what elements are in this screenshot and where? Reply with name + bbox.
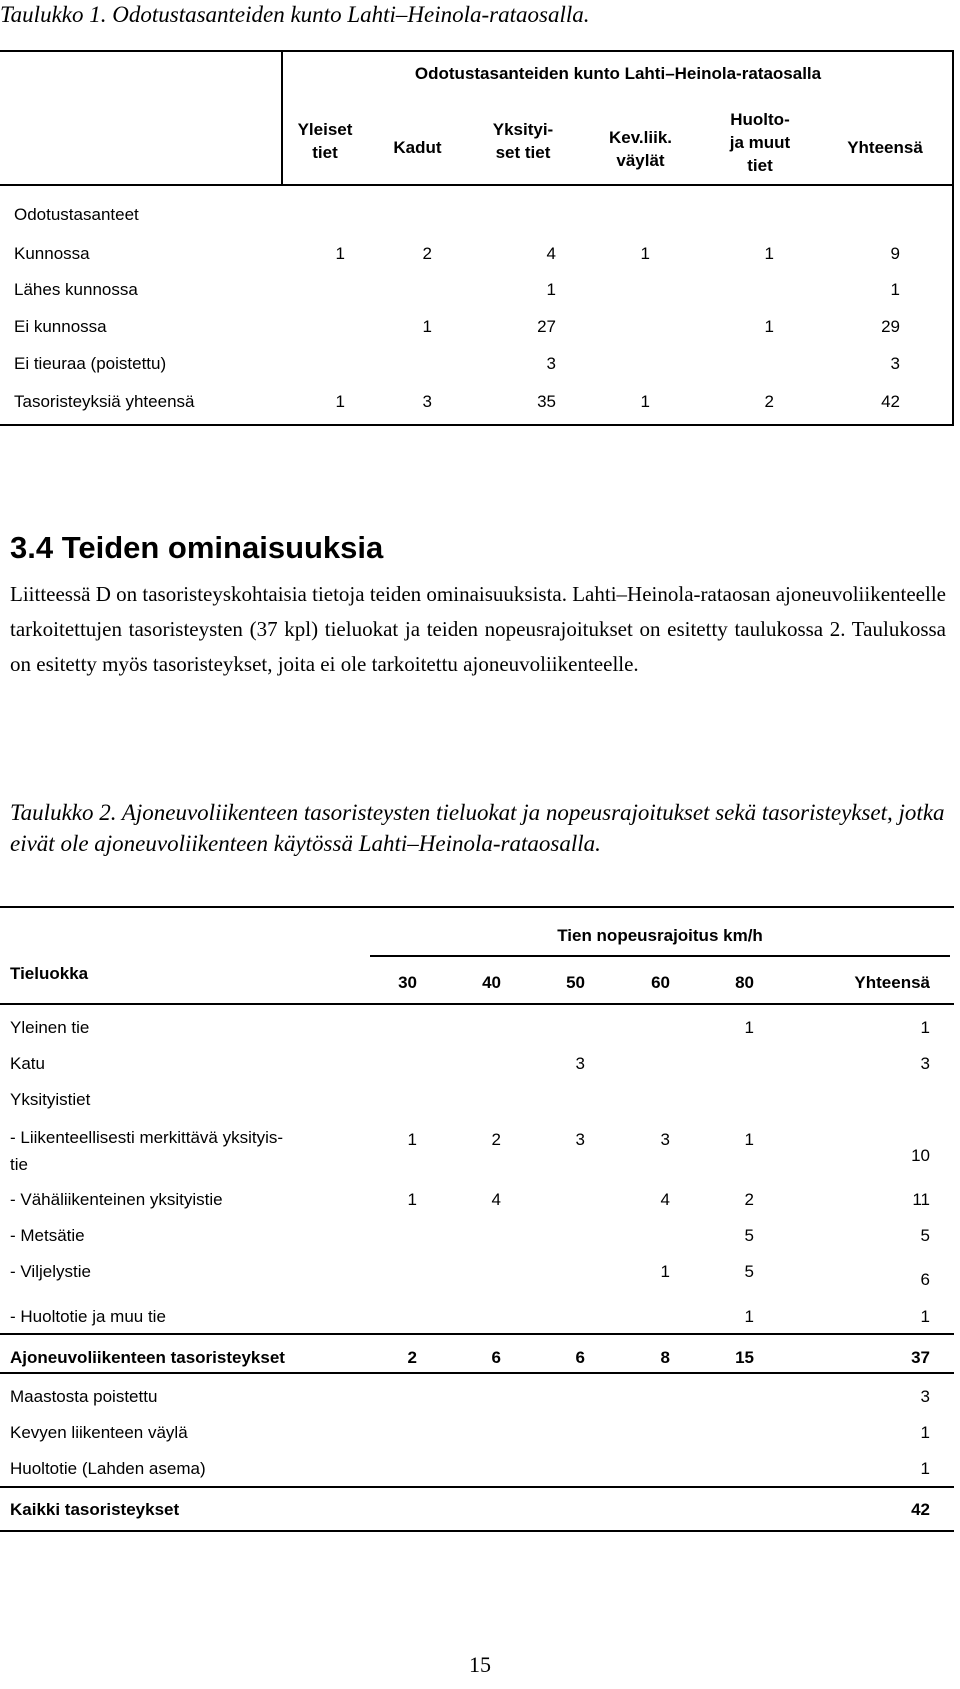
table2-row-label: - Metsätie	[10, 1226, 85, 1245]
table1-cell: 1	[764, 244, 774, 263]
table2-cell: 42	[911, 1500, 930, 1519]
table2-cell: 5	[920, 1226, 930, 1245]
table2-row-label: - Liikenteellisesti merkittävä yksityis- tie	[10, 1128, 284, 1174]
table1-col-kevliik: Kev.liik. väylät	[609, 128, 672, 170]
table2-row-label: Ajoneuvoliikenteen tasoristeykset	[10, 1348, 285, 1367]
table2-cell: 1	[407, 1130, 417, 1149]
table2-rule	[0, 1486, 954, 1488]
table2-row-label: Maastosta poistettu	[10, 1387, 158, 1406]
table2-cell: 11	[912, 1190, 930, 1209]
table2-cell: 1	[920, 1307, 930, 1326]
table2-cell: 6	[491, 1348, 501, 1367]
table1-row-label: Ei kunnossa	[14, 317, 107, 336]
table2-cell: 3	[920, 1054, 930, 1073]
table2-bottom-rule	[0, 1530, 954, 1532]
table1-cell: 1	[640, 244, 650, 263]
table2-row-label: - Viljelystie	[10, 1262, 91, 1281]
table1-cell: 2	[764, 392, 774, 411]
table1-col-yksityiset: Yksityi- set tiet	[492, 120, 554, 162]
table2-cell: 2	[407, 1348, 417, 1367]
table2-row-label: Kaikki tasoristeykset	[10, 1500, 180, 1519]
table1-cell: 29	[881, 317, 900, 336]
table1-cell: 1	[335, 392, 345, 411]
table1-row-label: Ei tieuraa (poistettu)	[14, 354, 167, 373]
table1-row-label: Kunnossa	[14, 244, 90, 263]
table2-cell: 1	[744, 1307, 754, 1326]
table2-row-header: Tieluokka	[10, 964, 89, 983]
table2-cell: 5	[744, 1226, 754, 1245]
page-number: 15	[469, 1652, 491, 1677]
table2-cell: 1	[744, 1130, 754, 1149]
table2-cell: 37	[911, 1348, 930, 1367]
section-heading: 3.4 Teiden ominaisuuksia	[10, 530, 384, 565]
table1-bottom-rule	[0, 424, 954, 426]
table1-cell: 1	[640, 392, 650, 411]
table2-row-label: Yleinen tie	[10, 1018, 90, 1037]
table1-col-huolto: Huolto- ja muut tiet	[729, 110, 791, 175]
table1-row-label: Tasoristeyksiä yhteensä	[14, 392, 195, 411]
table1-cell: 2	[422, 244, 432, 263]
table1-cell: 1	[422, 317, 432, 336]
table2-col-header: 80	[735, 973, 754, 992]
table2-col-header: Yhteensä	[854, 973, 930, 992]
table1-cell: 27	[537, 317, 556, 336]
table1-top-rule	[0, 50, 954, 52]
table2-rule	[0, 1372, 954, 1374]
table2-cell: 5	[744, 1262, 754, 1281]
table1-group-header: Odotustasanteiden kunto Lahti–Heinola-rataosalla	[414, 64, 822, 83]
table2-cell: 3	[920, 1387, 930, 1406]
table2-rule	[0, 1333, 954, 1335]
table1-right-border	[952, 50, 954, 424]
table2-col-header: 60	[651, 973, 670, 992]
table2-group-header: Tien nopeusrajoitus km/h	[557, 926, 763, 945]
table2-caption: Taulukko 2. Ajoneuvoliikenteen tasoristeysten tieluokat ja nopeusrajoitukset sekä tasoristeykset, jotka eivät ole ajoneuvoliikenteen käytössä Lahti–Heinola-rataosalla.	[10, 800, 945, 856]
table1-cell: 35	[537, 392, 556, 411]
table2-cell: 1	[660, 1262, 670, 1281]
table2-cell: 4	[660, 1190, 670, 1209]
table2-cell: 2	[744, 1190, 754, 1209]
table2-row-label: Yksityistiet	[10, 1090, 91, 1109]
table1-cell: 3	[422, 392, 432, 411]
table1-col-kadut: Kadut	[393, 138, 442, 157]
table2-cell: 3	[575, 1054, 585, 1073]
table2-cell: 6	[575, 1348, 585, 1367]
table2-row-label: - Vähäliikenteinen yksityistie	[10, 1190, 223, 1209]
table2-cell: 1	[744, 1018, 754, 1037]
table1-caption: Taulukko 1. Odotustasanteiden kunto Lahti–Heinola-rataosalla.	[0, 2, 590, 27]
table1-cell: 1	[890, 280, 900, 299]
table1-row-group-label: Odotustasanteet	[14, 205, 139, 224]
table1-cell: 1	[546, 280, 556, 299]
table2-row-label: Kevyen liikenteen väylä	[10, 1423, 188, 1442]
table2-cell: 1	[920, 1459, 930, 1478]
table2-cell: 3	[575, 1130, 585, 1149]
table1-cell: 3	[890, 354, 900, 373]
table2-row-label: Katu	[10, 1054, 45, 1073]
table1-row-label: Lähes kunnossa	[14, 280, 138, 299]
table2-col-header: 50	[566, 973, 585, 992]
table2-cell: 4	[491, 1190, 501, 1209]
table2-col-header: 30	[398, 973, 417, 992]
table2-subheader-rule	[370, 955, 950, 957]
table1-cell: 1	[764, 317, 774, 336]
table1-cell: 42	[881, 392, 900, 411]
table2-cell: 10	[911, 1146, 930, 1165]
table2-cell: 8	[660, 1348, 670, 1367]
table1-cell: 9	[890, 244, 900, 263]
table2-cell: 6	[920, 1270, 930, 1289]
table2-top-rule	[0, 906, 954, 908]
section-paragraph: Liitteessä D on tasoristeyskohtaisia tietoja teiden ominaisuuksista. Lahti–Heinola-rataosan ajoneuvoliikenteelle tarkoitettujen tasoristeysten (37 kpl) tieluokat ja teiden nopeusrajoitukset on esitetty taulukossa 2. Taulukossa on esitetty myös tasoristeykset, joita ei ole tarkoitettu ajoneuvoliikenteelle.	[10, 582, 946, 676]
table2-cell: 2	[491, 1130, 501, 1149]
table2-cell: 1	[407, 1190, 417, 1209]
table2-cell: 1	[920, 1423, 930, 1442]
table1-header-rule	[0, 184, 954, 186]
table2-row-label: Huoltotie (Lahden asema)	[10, 1459, 206, 1478]
table1-cell: 1	[335, 244, 345, 263]
table1-cell: 4	[546, 244, 556, 263]
table2-header-rule	[0, 1003, 954, 1005]
table1-col-yleiset: Yleiset tiet	[297, 120, 353, 162]
table2-col-header: 40	[482, 973, 501, 992]
table1-col-yhteensa: Yhteensä	[847, 138, 923, 157]
table2-cell: 1	[920, 1018, 930, 1037]
table2-row-label: - Huoltotie ja muu tie	[10, 1307, 166, 1326]
table2-cell: 15	[735, 1348, 754, 1367]
table2-cell: 3	[660, 1130, 670, 1149]
table1-cell: 3	[546, 354, 556, 373]
